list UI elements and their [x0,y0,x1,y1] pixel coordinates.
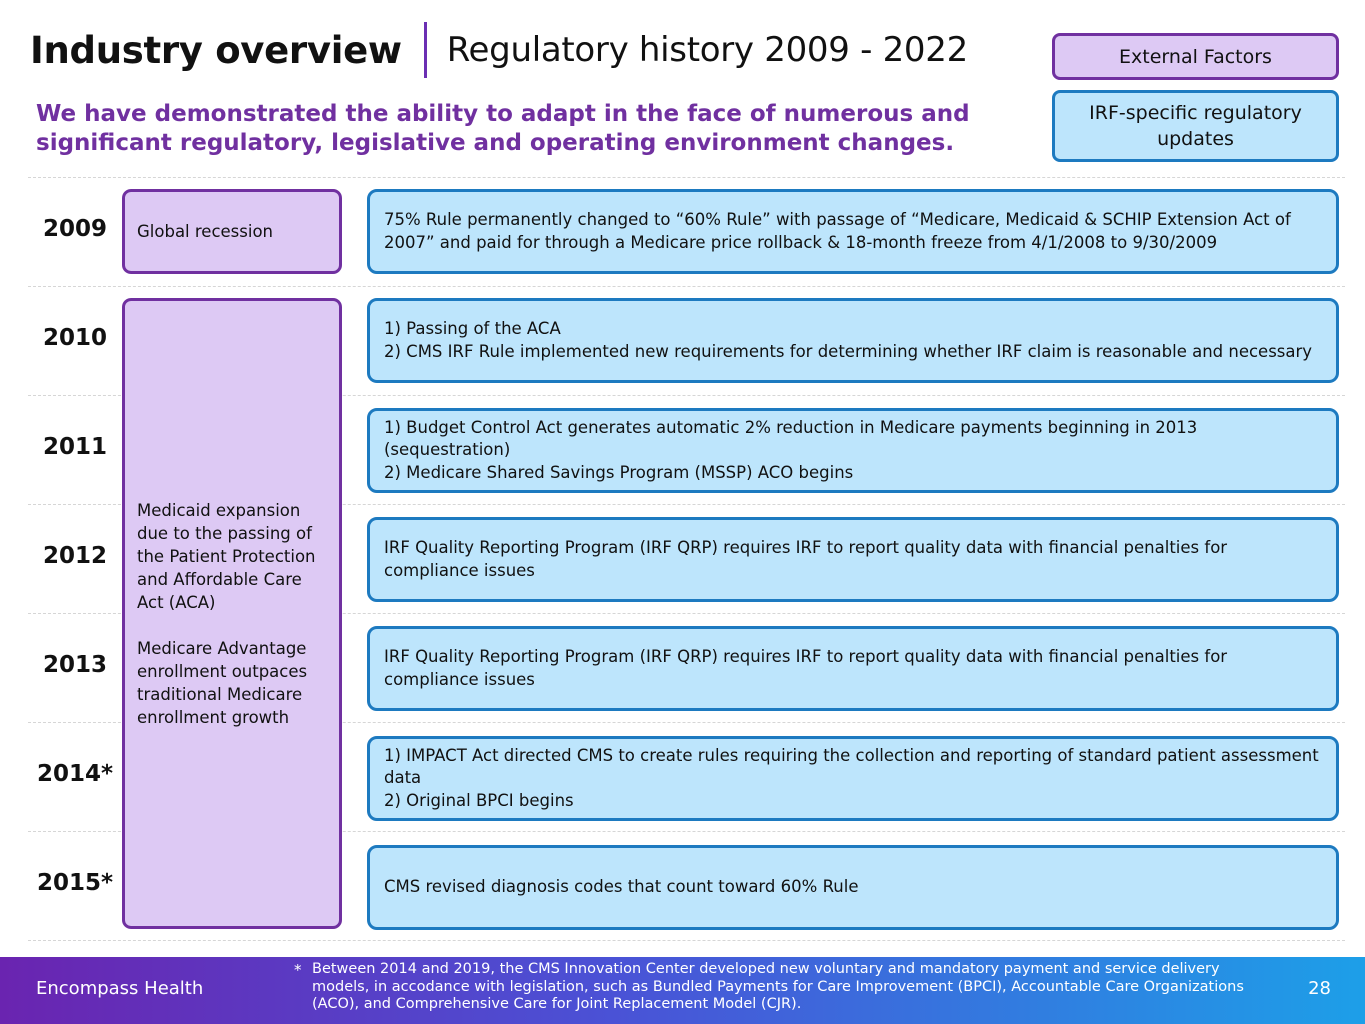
year-label: 2015* [36,870,114,896]
title-divider [424,22,427,78]
footnote-text: Between 2014 and 2019, the CMS Innovation Center developed new voluntary and mandatory payment and service delivery models, in accodance with legislation, such as Bundled Payments for Care Improvement (BPCI), Accountable Care Organizations (ACO), and Comprehensive Care for Joint Replacement Model (CJR). [312,961,1244,1012]
irf-update-text: 1) IMPACT Act directed CMS to create rules requiring the collection and reporting of standard patient assessment data [384,745,1319,788]
irf-update-box [367,736,1339,821]
row-divider [28,940,1345,941]
year-label: 2013 [42,652,107,678]
title-bar [30,22,968,78]
irf-update-box [367,845,1339,930]
irf-update-text: 2) CMS IRF Rule implemented new requirements for determining whether IRF claim is reasonable and necessary [384,341,1313,361]
year-label: 2010 [42,325,107,351]
footnote-marker: * [294,961,302,979]
year-label: 2009 [42,216,107,242]
legend-external-label: External Factors [1119,45,1272,68]
irf-update-box [367,626,1339,711]
year-label: 2012 [42,543,107,569]
irf-update-text: 75% Rule permanently changed to “60% Rule” with passage of “Medicare, Medicaid & SCHIP Extension Act of 2007” and paid for through a Medicare price rollback & 18-month freeze from 4/1/2008 to 9/30/2009 [384,210,1291,252]
page-number: 28 [1308,978,1331,999]
year-label: 2014* [36,761,114,787]
irf-update-text: 1) Passing of the ACA [384,319,561,338]
irf-update-box [367,189,1339,274]
irf-update-box [367,408,1339,493]
irf-update-text: IRF Quality Reporting Program (IRF QRP) requires IRF to report quality data with financial penalties for compliance issues [384,647,1228,689]
irf-update-text: IRF Quality Reporting Program (IRF QRP) requires IRF to report quality data with financial penalties for compliance issues [384,538,1228,580]
page-subtitle: Regulatory history 2009 - 2022 [446,30,968,70]
footer-bar [0,957,1365,1024]
external-factor-box [122,189,342,274]
legend-irf-updates [1052,90,1339,162]
external-factor-text: Global recession [137,222,274,241]
irf-update-text: 2) Medicare Shared Savings Program (MSSP) ACO begins [384,462,854,482]
irf-update-box [367,517,1339,602]
spacer [137,614,327,637]
irf-update-text: 1) Budget Control Act generates automatic 2% reduction in Medicare payments beginning in 2013 (sequestration) [384,417,1198,460]
irf-update-box [367,298,1339,383]
tagline: We have demonstrated the ability to adapt in the face of numerous and significant regulatory, legislative and operating environment changes. [36,101,970,156]
page-title: Industry overview [30,28,402,72]
footer-brand: Encompass Health [36,978,204,999]
legend-external-factors [1052,33,1339,80]
external-factor-box [122,298,342,929]
irf-update-text: CMS revised diagnosis codes that count toward 60% Rule [384,877,859,897]
external-factor-text: Medicare Advantage enrollment outpaces traditional Medicare enrollment growth [137,638,308,727]
irf-update-text: 2) Original BPCI begins [384,790,574,810]
row-divider [28,177,1345,178]
legend-irf-label: IRF-specific regulatory updates [1089,102,1302,150]
year-label: 2011 [42,434,107,460]
row-divider [28,286,1345,287]
external-factor-text: Medicaid expansion due to the passing of the Patient Protection and Affordable Care Act (ACA) [137,500,316,612]
